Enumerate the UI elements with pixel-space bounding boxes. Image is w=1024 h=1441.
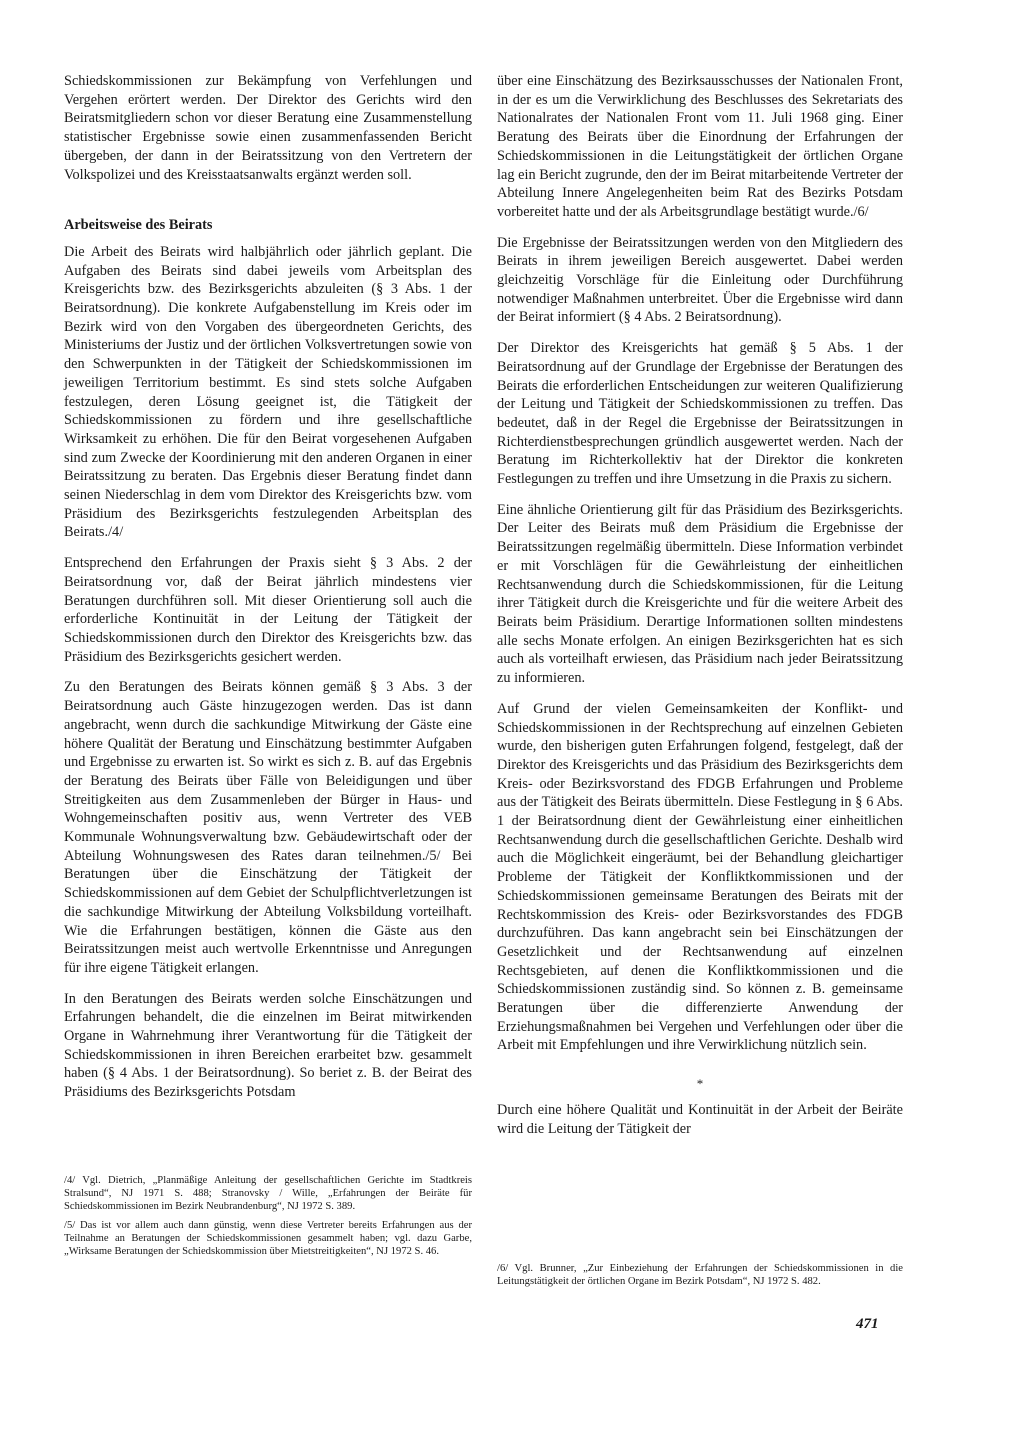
paragraph: Die Ergebnisse der Beiratssitzungen werden von den Mitgliedern des Beirats in ihrem jeweiligen Bereich ausgewertet. Dabei werden gleichzeitig Vorschläge für die Einleitung oder Durchführung notwendiger Maßnahmen unterbreitet. Über die Ergebnisse wird dann der Beirat informiert (§ 4 Abs. 2 Beiratsordnung).	[497, 234, 903, 326]
paragraph: Entsprechend den Erfahrungen der Praxis sieht § 3 Abs. 2 der Beiratsordnung vor, daß der Beirat jährlich mindestens vier Beratungen durchführen soll. Mit dieser Orientierung soll auch die erforderliche Kontinuität in der Leitung der Tätigkeit der Schiedskommissionen durch den Direktor des Kreisgerichts bzw. das Präsidium des Bezirksgerichts gesichert werden.	[64, 555, 472, 665]
page-number: 471	[856, 1316, 879, 1332]
right-column	[497, 72, 903, 1151]
section-heading: Arbeitsweise des Beirats	[64, 217, 213, 234]
paragraph: Eine ähnliche Orientierung gilt für das Präsidium des Bezirksgerichts. Der Leiter des Beirats muß dem Präsidium die Ergebnisse der Beiratssitzungen regelmäßig übermitteln. Diese Information verbindet er mit Vorschlägen für die Gewährleistung der einheitlichen Rechtsanwendung durch die Schiedskommissionen, für die Leitung ihrer Tätigkeit durch die Kreisgerichte und für die weitere Arbeit des Beirats beim Präsidium. Derartige Informationen sollten mindestens alle sechs Monate erfolgen. An einigen Bezirksgerichten hat es sich auch als vorteilhaft erwiesen, das Präsidium nach jeder Beiratssitzung zu informieren.	[497, 501, 903, 687]
paragraph: Der Direktor des Kreisgerichts hat gemäß § 5 Abs. 1 der Beiratsordnung auf der Grundlage der Ergebnisse der Beratungen des Beirats die erforderlichen Entscheidungen zur weiteren Qualifizierung der Leitung und Tätigkeit der Schiedskommissionen zu treffen. Das bedeutet, daß in der Regel die Ergebnisse der Beiratssitzungen in Richterdienstbesprechungen gründlich ausgewertet werden. Nach der Beratung im Richterkollektiv hat der Direktor die konkreten Festlegungen zu treffen und ihre Umsetzung in die Praxis zu sichern.	[497, 340, 903, 488]
paragraph: über eine Einschätzung des Bezirksausschusses der Nationalen Front, in der es um die Verwirklichung des Beschlusses des Sekretariats des Nationalrates der Nationalen Front vom 11. Juli 1968 ging. Einer Beratung des Beirats über die Einordnung der Erfahrungen der Schiedskommissionen in die Leitungstätigkeit der örtlichen Organe lag ein Bericht zugrunde, den der im Beirat mitarbeitende Vertreter der Abteilung Innere Angelegenheiten beim Rat des Bezirks Potsdam vorbereitet hatte und der als Arbeitsgrundlage bestätigt wurde./6/	[497, 73, 903, 220]
paragraph: Zu den Beratungen des Beirats können gemäß § 3 Abs. 3 der Beiratsordnung auch Gäste hinzugezogen werden. Das ist dann angebracht, wenn durch die sachkundige Mitwirkung der Gäste eine höhere Qualität der Beratung und Einschätzung bestimmter Aufgaben und Ergebnisse zu erwarten ist. So wirkt es sich z. B. auf das Ergebnis der Beratung des Beirats über Fälle von Beleidigungen und über Streitigkeiten aus dem Zusammenleben der Bürger in Haus- und Wohngemeinschaften positiv aus, wenn Vertreter des VEB Kommunale Wohnungsverwaltung bzw. Gebäudewirtschaft oder der Abteilung Wohnungswesen des Rates daran teilnehmen./5/ Bei Beratungen über die Einschätzung der Tätigkeit der Schiedskommissionen auf dem Gebiet der Schulpflichtverletzungen ist die sachkundige Mitwirkung der Abteilung Volksbildung vorteilhaft. Wie die Erfahrungen bestätigen, können die Gäste aus den Beiratssitzungen meist auch wertvolle Erkenntnisse und Anregungen für ihre eigene Tätigkeit erlangen.	[64, 679, 472, 976]
paragraph: Auf Grund der vielen Gemeinsamkeiten der Konflikt- und Schiedskommissionen in der Rechtsprechung auf einzelnen Gebieten wurde, den bisherigen guten Erfahrungen folgend, festgelegt, daß der Direktor des Kreisgerichts und das Präsidium des Bezirksgerichts dem Kreis- oder Bezirksvorstand des FDGB Erfahrungen und Probleme aus der Tätigkeit des Beirats übermitteln. Diese Festlegung in § 6 Abs. 1 der Beiratsordnung dient der Gewährleistung einer einheitlichen Rechtsanwendung durch die gesellschaftlichen Gerichte. Deshalb wird auch die Möglichkeit eingeräumt, bei der Behandlung gleichartiger Probleme der Tätigkeit der Konfliktkommissionen und der Schiedskommissionen gemeinsame Beratungen des Beirats mit der Rechtskommission des Kreis- oder Bezirksvorstandes des FDGB durchzuführen. Das kann angebracht sein bei Einschätzungen der Gesetzlichkeit und der Rechtsanwendung auf einzelnen Rechtsgebieten, auf denen die Konfliktkommissionen und die Schiedskommissionen zuständig sind. So können z. B. gemeinsame Beratungen über die differenzierte Anwendung der Erziehungsmaßnahmen bei Vergehen und Verfehlungen oder über die Arbeit mit Empfehlungen und ihre Verwirklichung nützlich sein.	[497, 700, 903, 1054]
footnotes-right	[497, 1262, 903, 1294]
footnotes-left	[64, 1174, 472, 1264]
paragraph: Die Arbeit des Beirats wird halbjährlich oder jährlich geplant. Die Aufgaben des Beirats sind dabei jeweils vom Arbeitsplan des Kreisgerichts bzw. des Bezirksgerichts abzuleiten (§ 3 Abs. 1 der Beiratsordnung). Die konkrete Aufgabenstellung im Kreis oder im Bezirk wird von den Vorgaben des übergeordneten Gerichts, des Ministeriums der Justiz und der örtlichen Volksvertretungen sowie von den Schwerpunkten in der Tätigkeit der Schiedskommissionen im jeweiligen Territorium bestimmt. Es sind stets solche Aufgaben festzulegen, deren Lösung geeignet ist, die Tätigkeit der Schiedskommissionen zu fördern und ihre gesellschaftliche Wirksamkeit zu erhöhen. Die für den Beirat vorgesehenen Aufgaben sind zum Zwecke der Koordinierung mit den anderen Organen in einer Beiratssitzung zu beraten. Das Ergebnis dieser Beratung findet dann seinen Niederschlag in dem vom Direktor des Kreisgerichts bzw. vom Präsidium des Bezirksgerichts festzulegenden Arbeitsplan des Beirats./4/	[64, 243, 472, 541]
footnote-4: /4/ Vgl. Dietrich, „Planmäßige Anleitung der gesellschaftlichen Gerichte im Stadtkreis Stralsund“, NJ 1971 S. 488; Stranovsky / Wille, „Erfahrungen der Beiräte für Schiedskommissionen im Bezirk Neubrandenburg“, NJ 1972 S. 389.	[64, 1175, 472, 1212]
paragraph: In den Beratungen des Beirats werden solche Einschätzungen und Erfahrungen behandelt, die die einzelnen im Beirat mitwirkenden Organe in Wahrnehmung ihrer Verantwortung für die Tätigkeit der Schiedskommissionen in ihren Bereichen erarbeitet bzw. gesammelt haben (§ 4 Abs. 1 der Beiratsordnung). So beriet z. B. der Beirat des Präsidiums des Bezirksgerichts Potsdam	[64, 990, 472, 1101]
footnote-6: /6/ Vgl. Brunner, „Zur Einbeziehung der Erfahrungen der Schiedskommissionen in die Leitungstätigkeit der örtlichen Organe im Bezirk Potsdam“, NJ 1972 S. 482.	[497, 1263, 903, 1287]
paragraph: Durch eine höhere Qualität und Kontinuität in der Arbeit der Beiräte wird die Leitung der Tätigkeit der	[497, 1102, 903, 1137]
paragraph: Schiedskommissionen zur Bekämpfung von Verfehlungen und Vergehen erörtert werden. Der Direktor des Gerichts wird den Beiratsmitgliedern schon vor dieser Beratung eine Zusammenstellung statistischer Ergebnisse sowie einen zusammenfassenden Bericht übergeben, der dann in der Beiratssitzung von den Vertretern der Volkspolizei und des Kreisstaatsanwalts ergänzt werden soll.	[64, 73, 472, 183]
left-column	[64, 72, 472, 1114]
footnote-5: /5/ Das ist vor allem auch dann günstig, wenn diese Vertreter bereits Erfahrungen aus der Teilnahme an Beratungen der Schiedskommissionen gesammelt haben; vgl. dazu Garbe, „Wirksame Beratungen der Schiedskommission über Mietstreitigkeiten“, NJ 1972 S. 46.	[64, 1220, 472, 1257]
section-separator: *	[696, 1076, 704, 1092]
